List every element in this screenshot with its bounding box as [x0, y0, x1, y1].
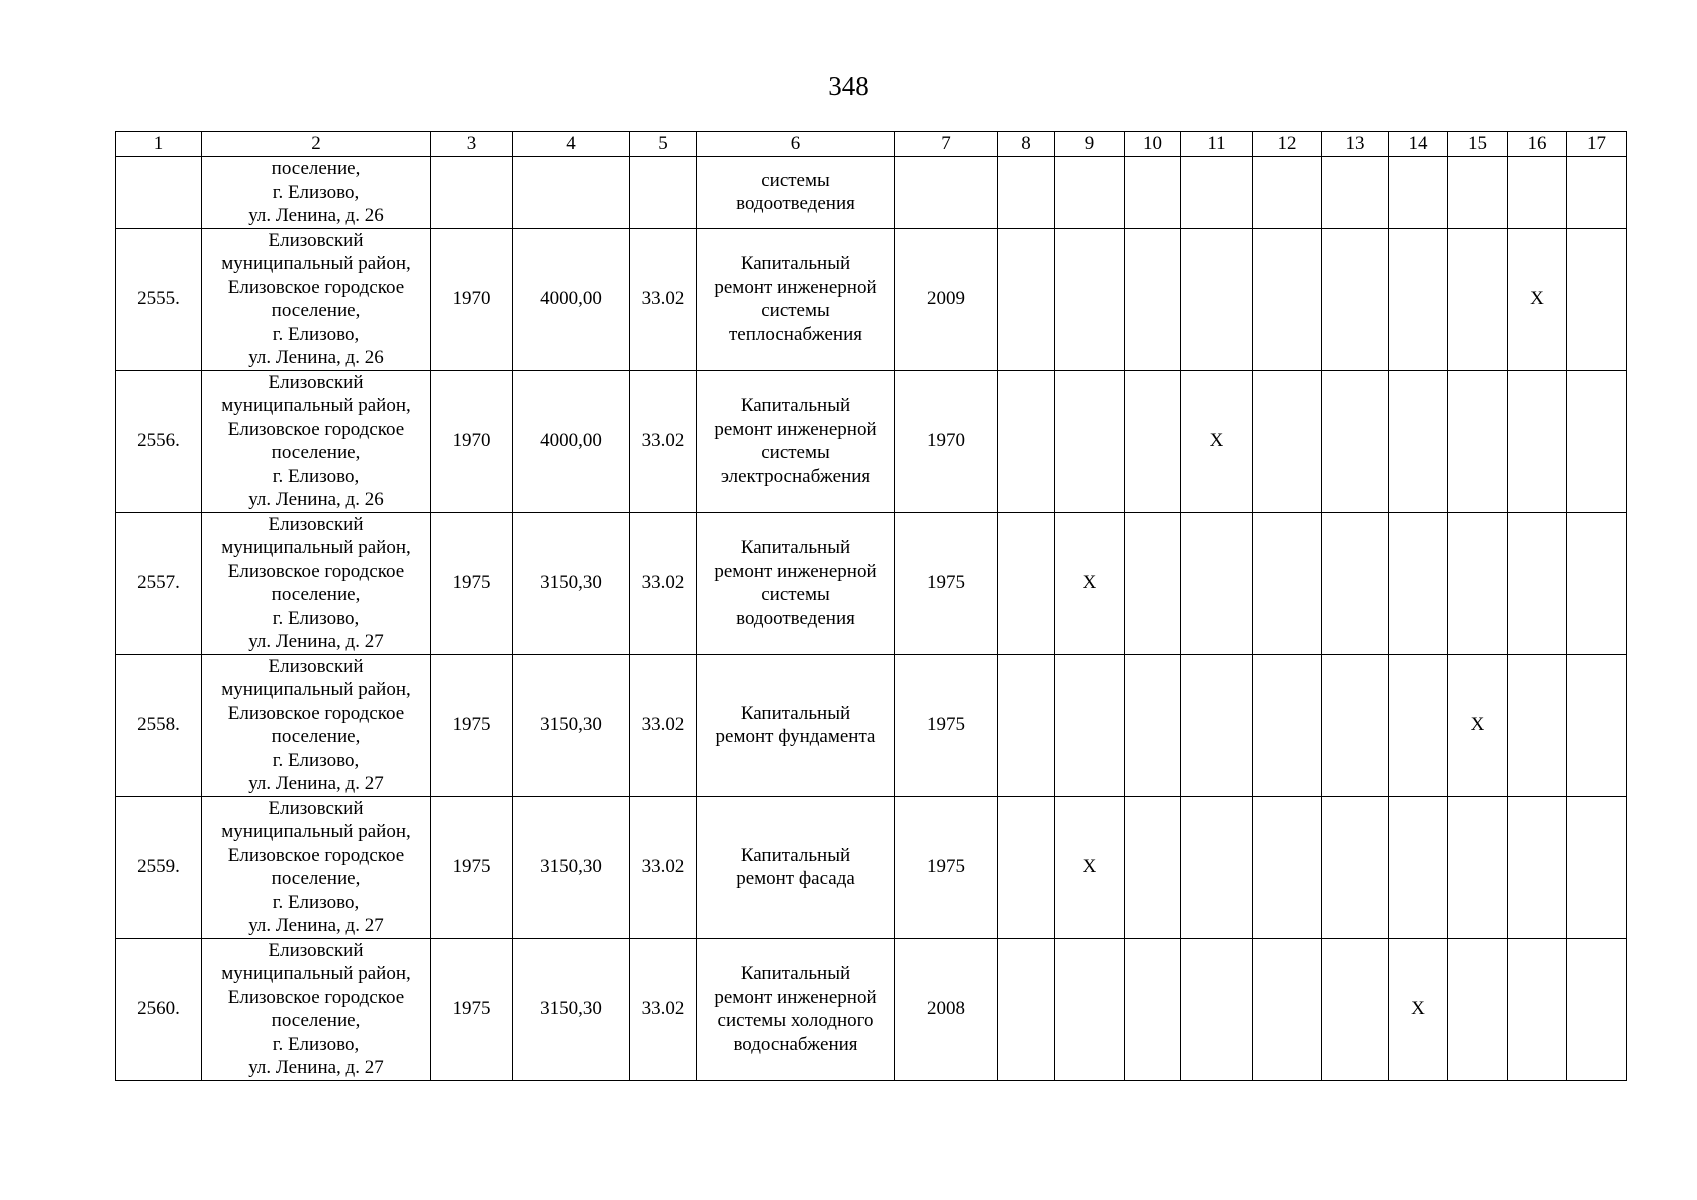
registry-table [115, 131, 1627, 1081]
work-type-cell: Капитальный ремонт инженерной системы электроснабжения [697, 370, 895, 512]
table-row [116, 938, 1627, 1080]
mark-cell-col-16 [1508, 370, 1567, 512]
address-cell: Елизовский муниципальный район, Елизовское городское поселение, г. Елизово, ул. Ленина, д. 27 [202, 938, 431, 1080]
mark-cell-col-11 [1181, 512, 1253, 654]
column-header-10: 10 [1125, 132, 1181, 157]
column-header-7: 7 [895, 132, 998, 157]
mark-cell-col-17 [1567, 654, 1627, 796]
mark-cell-col-12 [1253, 157, 1322, 229]
mark-cell-col-11 [1181, 654, 1253, 796]
area-cell [513, 157, 630, 229]
build-year-cell: 1970 [431, 228, 513, 370]
table-row [116, 157, 1627, 229]
mark-cell-col-10 [1125, 157, 1181, 229]
mark-cell-col-15 [1448, 157, 1508, 229]
code-cell: 33.02 [630, 228, 697, 370]
repair-year-cell: 1975 [895, 512, 998, 654]
mark-cell-col-16 [1508, 938, 1567, 1080]
address-cell: Елизовский муниципальный район, Елизовское городское поселение, г. Елизово, ул. Ленина, д. 26 [202, 228, 431, 370]
build-year-cell: 1975 [431, 796, 513, 938]
mark-cell-col-14 [1389, 157, 1448, 229]
work-type-cell: Капитальный ремонт инженерной системы теплоснабжения [697, 228, 895, 370]
mark-cell-col-11 [1181, 938, 1253, 1080]
area-cell: 4000,00 [513, 228, 630, 370]
code-cell: 33.02 [630, 654, 697, 796]
mark-cell-col-13 [1322, 370, 1389, 512]
column-header-8: 8 [998, 132, 1055, 157]
column-header-6: 6 [697, 132, 895, 157]
mark-cell-col-12 [1253, 512, 1322, 654]
mark-cell-col-10 [1125, 512, 1181, 654]
mark-cell-col-13 [1322, 228, 1389, 370]
mark-cell-col-9: X [1055, 796, 1125, 938]
table-row [116, 796, 1627, 938]
mark-cell-col-9 [1055, 938, 1125, 1080]
repair-year-cell: 1975 [895, 796, 998, 938]
mark-cell-col-12 [1253, 654, 1322, 796]
mark-cell-col-12 [1253, 228, 1322, 370]
mark-cell-col-13 [1322, 654, 1389, 796]
address-cell: Елизовский муниципальный район, Елизовское городское поселение, г. Елизово, ул. Ленина, д. 26 [202, 370, 431, 512]
repair-year-cell: 1970 [895, 370, 998, 512]
mark-cell-col-8 [998, 512, 1055, 654]
column-header-15: 15 [1448, 132, 1508, 157]
mark-cell-col-8 [998, 157, 1055, 229]
mark-cell-col-9 [1055, 654, 1125, 796]
row-number-cell: 2557. [116, 512, 202, 654]
mark-cell-col-14 [1389, 512, 1448, 654]
work-type-cell: Капитальный ремонт инженерной системы водоотведения [697, 512, 895, 654]
area-cell: 3150,30 [513, 796, 630, 938]
mark-cell-col-16 [1508, 512, 1567, 654]
row-number-cell: 2556. [116, 370, 202, 512]
mark-cell-col-16 [1508, 157, 1567, 229]
mark-cell-col-14 [1389, 228, 1448, 370]
mark-cell-col-12 [1253, 796, 1322, 938]
mark-cell-col-9: X [1055, 512, 1125, 654]
mark-cell-col-10 [1125, 796, 1181, 938]
mark-cell-col-9 [1055, 228, 1125, 370]
mark-cell-col-12 [1253, 938, 1322, 1080]
mark-cell-col-17 [1567, 796, 1627, 938]
mark-cell-col-11 [1181, 157, 1253, 229]
column-header-11: 11 [1181, 132, 1253, 157]
work-type-cell: Капитальный ремонт фасада [697, 796, 895, 938]
column-header-16: 16 [1508, 132, 1567, 157]
table-row [116, 512, 1627, 654]
mark-cell-col-16 [1508, 654, 1567, 796]
mark-cell-col-17 [1567, 512, 1627, 654]
mark-cell-col-15 [1448, 796, 1508, 938]
mark-cell-col-9 [1055, 157, 1125, 229]
work-type-cell: Капитальный ремонт инженерной системы холодного водоснабжения [697, 938, 895, 1080]
mark-cell-col-10 [1125, 938, 1181, 1080]
table-body [116, 157, 1627, 1081]
mark-cell-col-17 [1567, 370, 1627, 512]
address-cell: Елизовский муниципальный район, Елизовское городское поселение, г. Елизово, ул. Ленина, д. 27 [202, 796, 431, 938]
mark-cell-col-12 [1253, 370, 1322, 512]
mark-cell-col-15 [1448, 938, 1508, 1080]
build-year-cell [431, 157, 513, 229]
row-number-cell: 2558. [116, 654, 202, 796]
mark-cell-col-10 [1125, 370, 1181, 512]
mark-cell-col-15 [1448, 228, 1508, 370]
mark-cell-col-11: X [1181, 370, 1253, 512]
build-year-cell: 1975 [431, 654, 513, 796]
build-year-cell: 1975 [431, 938, 513, 1080]
mark-cell-col-11 [1181, 228, 1253, 370]
work-type-cell: Капитальный ремонт фундамента [697, 654, 895, 796]
mark-cell-col-8 [998, 654, 1055, 796]
mark-cell-col-17 [1567, 228, 1627, 370]
mark-cell-col-14 [1389, 370, 1448, 512]
mark-cell-col-13 [1322, 796, 1389, 938]
column-header-13: 13 [1322, 132, 1389, 157]
mark-cell-col-8 [998, 228, 1055, 370]
build-year-cell: 1975 [431, 512, 513, 654]
column-header-5: 5 [630, 132, 697, 157]
table-row [116, 228, 1627, 370]
work-type-cell: системы водоотведения [697, 157, 895, 229]
row-number-cell: 2560. [116, 938, 202, 1080]
mark-cell-col-16: X [1508, 228, 1567, 370]
column-header-9: 9 [1055, 132, 1125, 157]
repair-year-cell: 2008 [895, 938, 998, 1080]
mark-cell-col-8 [998, 796, 1055, 938]
table-row [116, 370, 1627, 512]
column-header-2: 2 [202, 132, 431, 157]
code-cell: 33.02 [630, 512, 697, 654]
column-header-12: 12 [1253, 132, 1322, 157]
code-cell: 33.02 [630, 370, 697, 512]
mark-cell-col-10 [1125, 228, 1181, 370]
column-header-14: 14 [1389, 132, 1448, 157]
column-header-1: 1 [116, 132, 202, 157]
repair-year-cell: 2009 [895, 228, 998, 370]
mark-cell-col-13 [1322, 512, 1389, 654]
mark-cell-col-11 [1181, 796, 1253, 938]
build-year-cell: 1970 [431, 370, 513, 512]
row-number-cell: 2555. [116, 228, 202, 370]
address-cell: поселение, г. Елизово, ул. Ленина, д. 26 [202, 157, 431, 229]
code-cell [630, 157, 697, 229]
column-header-17: 17 [1567, 132, 1627, 157]
row-number-cell [116, 157, 202, 229]
repair-year-cell [895, 157, 998, 229]
mark-cell-col-14: X [1389, 938, 1448, 1080]
mark-cell-col-17 [1567, 157, 1627, 229]
mark-cell-col-13 [1322, 938, 1389, 1080]
repair-year-cell: 1975 [895, 654, 998, 796]
area-cell: 4000,00 [513, 370, 630, 512]
mark-cell-col-15: X [1448, 654, 1508, 796]
header-row [116, 132, 1627, 157]
code-cell: 33.02 [630, 938, 697, 1080]
mark-cell-col-9 [1055, 370, 1125, 512]
mark-cell-col-10 [1125, 654, 1181, 796]
area-cell: 3150,30 [513, 654, 630, 796]
mark-cell-col-16 [1508, 796, 1567, 938]
area-cell: 3150,30 [513, 938, 630, 1080]
column-header-4: 4 [513, 132, 630, 157]
mark-cell-col-15 [1448, 512, 1508, 654]
mark-cell-col-17 [1567, 938, 1627, 1080]
row-number-cell: 2559. [116, 796, 202, 938]
address-cell: Елизовский муниципальный район, Елизовское городское поселение, г. Елизово, ул. Ленина, д. 27 [202, 654, 431, 796]
mark-cell-col-8 [998, 938, 1055, 1080]
table-row [116, 654, 1627, 796]
mark-cell-col-15 [1448, 370, 1508, 512]
code-cell: 33.02 [630, 796, 697, 938]
mark-cell-col-14 [1389, 654, 1448, 796]
page-number: 348 [828, 71, 869, 101]
address-cell: Елизовский муниципальный район, Елизовское городское поселение, г. Елизово, ул. Ленина, д. 27 [202, 512, 431, 654]
mark-cell-col-13 [1322, 157, 1389, 229]
column-header-3: 3 [431, 132, 513, 157]
mark-cell-col-8 [998, 370, 1055, 512]
area-cell: 3150,30 [513, 512, 630, 654]
mark-cell-col-14 [1389, 796, 1448, 938]
